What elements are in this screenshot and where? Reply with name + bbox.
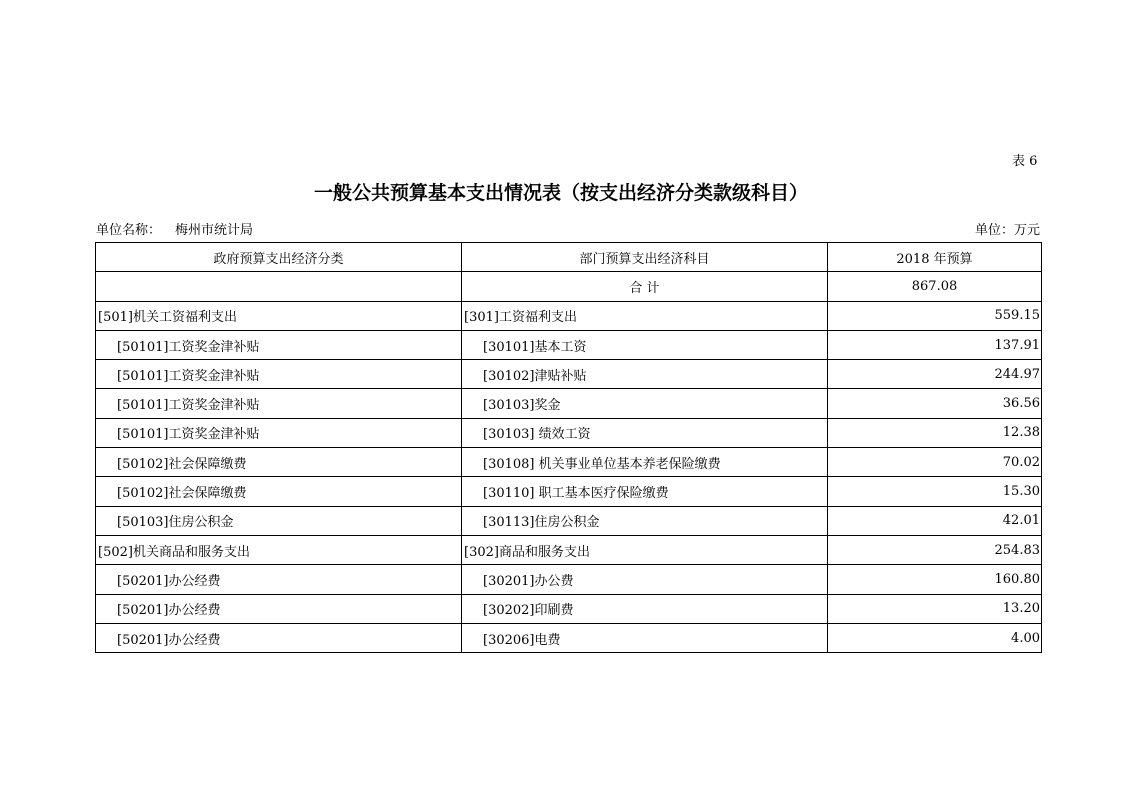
currency-unit: 单位：万元 <box>974 223 1040 238</box>
gov-classification-cell: [50103]住房公积金 <box>96 506 462 535</box>
amount-cell: 42.01 <box>828 506 1042 535</box>
amount-cell: 15.30 <box>828 477 1042 506</box>
amount-cell: 160.80 <box>828 565 1042 594</box>
gov-classification-cell: [50101]工资奖金津补贴 <box>96 418 462 447</box>
header-row <box>96 243 1042 272</box>
gov-classification-cell: [50201]办公经费 <box>96 594 462 623</box>
header-budget-2018: 2018 年预算 <box>828 243 1042 272</box>
amount-cell: 12.38 <box>828 418 1042 447</box>
gov-classification-cell: [50102]社会保障缴费 <box>96 477 462 506</box>
budget-table-body <box>96 243 1042 653</box>
dept-subject-cell: [30103]奖金 <box>462 389 828 418</box>
amount-cell: 244.97 <box>828 360 1042 389</box>
total-label: 合 计 <box>462 272 828 301</box>
gov-classification-cell: [50101]工资奖金津补贴 <box>96 360 462 389</box>
dept-subject-cell: [30102]津贴补贴 <box>462 360 828 389</box>
gov-classification-cell: [50201]办公经费 <box>96 623 462 652</box>
gov-classification-cell: [50102]社会保障缴费 <box>96 448 462 477</box>
gov-classification-cell: [50201]办公经费 <box>96 565 462 594</box>
unit-name-line <box>96 219 253 238</box>
amount-cell: 137.91 <box>828 330 1042 359</box>
page-title: 一般公共预算基本支出情况表（按支出经济分类款级科目） <box>313 182 808 204</box>
dept-subject-cell: [30110] 职工基本医疗保险缴费 <box>462 477 828 506</box>
dept-subject-cell: [301]工资福利支出 <box>462 301 828 330</box>
unit-name-label: 单位名称： <box>96 223 162 238</box>
table-row <box>96 565 1042 594</box>
total-value: 867.08 <box>828 272 1042 301</box>
header-dept-subject: 部门预算支出经济科目 <box>462 243 828 272</box>
table-row <box>96 477 1042 506</box>
dept-subject-cell: [30101]基本工资 <box>462 330 828 359</box>
table-row <box>96 506 1042 535</box>
table-row <box>96 418 1042 447</box>
amount-cell: 4.00 <box>828 623 1042 652</box>
amount-cell: 70.02 <box>828 448 1042 477</box>
gov-classification-cell: [50101]工资奖金津补贴 <box>96 330 462 359</box>
dept-subject-cell: [30103] 绩效工资 <box>462 418 828 447</box>
header-gov-classification: 政府预算支出经济分类 <box>96 243 462 272</box>
total-empty-cell <box>96 272 462 301</box>
table-row <box>96 301 1042 330</box>
table-row <box>96 330 1042 359</box>
gov-classification-cell: [50101]工资奖金津补贴 <box>96 389 462 418</box>
dept-subject-cell: [30201]办公费 <box>462 565 828 594</box>
table-number: 表 6 <box>1012 154 1038 169</box>
table-row <box>96 389 1042 418</box>
dept-subject-cell: [302]商品和服务支出 <box>462 535 828 564</box>
table-row <box>96 360 1042 389</box>
budget-table <box>95 242 1042 653</box>
amount-cell: 254.83 <box>828 535 1042 564</box>
table-row <box>96 623 1042 652</box>
gov-classification-cell: [501]机关工资福利支出 <box>96 301 462 330</box>
total-row <box>96 272 1042 301</box>
table-row <box>96 448 1042 477</box>
dept-subject-cell: [30113]住房公积金 <box>462 506 828 535</box>
dept-subject-cell: [30108] 机关事业单位基本养老保险缴费 <box>462 448 828 477</box>
unit-name-value: 梅州市统计局 <box>175 223 254 238</box>
dept-subject-cell: [30206]电费 <box>462 623 828 652</box>
table-row <box>96 535 1042 564</box>
gov-classification-cell: [502]机关商品和服务支出 <box>96 535 462 564</box>
amount-cell: 36.56 <box>828 389 1042 418</box>
amount-cell: 13.20 <box>828 594 1042 623</box>
table-row <box>96 594 1042 623</box>
dept-subject-cell: [30202]印刷费 <box>462 594 828 623</box>
amount-cell: 559.15 <box>828 301 1042 330</box>
